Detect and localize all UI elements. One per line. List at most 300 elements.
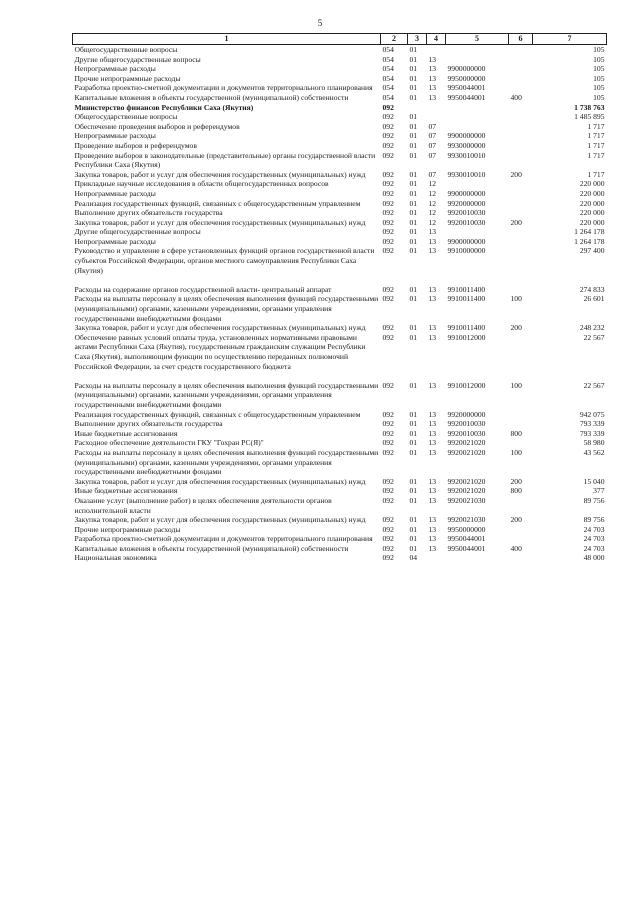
row-target-article bbox=[446, 103, 509, 113]
row-name: Расходы на выплаты персоналу в целях обеспечения выполнения функций государственными (муниципальными) органами, казенными учреждениями, органами управления государственными внебюджетными фондами bbox=[74, 294, 379, 323]
row-podrazdel: 12 bbox=[428, 217, 437, 227]
table-row bbox=[73, 553, 607, 563]
row-glava: 054 bbox=[382, 73, 394, 83]
row-razdel: 01 bbox=[409, 92, 418, 102]
row-amount: 1 717 bbox=[587, 169, 605, 179]
row-target-article: 9920010030 bbox=[447, 419, 486, 429]
row-expense-type bbox=[509, 45, 533, 55]
row-expense-type bbox=[509, 246, 533, 275]
row-target-article: 9910011400 bbox=[447, 294, 486, 304]
row-target-article: 9930010010 bbox=[447, 169, 486, 179]
row-glava: 092 bbox=[382, 188, 394, 198]
row-expense-type: 100 bbox=[510, 447, 522, 457]
row-razdel: 04 bbox=[409, 553, 418, 563]
row-glava: 092 bbox=[382, 486, 394, 496]
table-row bbox=[73, 419, 607, 429]
row-expense-type bbox=[509, 496, 533, 515]
row-amount: 220 000 bbox=[579, 217, 605, 227]
row-podrazdel: 13 bbox=[428, 543, 437, 553]
row-name: Реализация государственных функций, связанных с общегосударственным управлением bbox=[74, 409, 361, 419]
row-target-article: 9900000000 bbox=[447, 188, 486, 198]
row-amount: 105 bbox=[593, 45, 605, 54]
row-expense-type bbox=[509, 227, 533, 237]
row-glava: 092 bbox=[382, 534, 394, 544]
row-glava: 092 bbox=[382, 246, 394, 256]
row-glava: 092 bbox=[382, 131, 394, 141]
row-amount: 1 717 bbox=[587, 121, 605, 131]
row-razdel: 01 bbox=[409, 227, 418, 237]
row-name: Расходы на выплаты персоналу в целях обеспечения выполнения функций государственными (муниципальными) органами, казенными учреждениями, органами управления государственными внебюджетными фондами bbox=[74, 447, 379, 477]
row-glava: 092 bbox=[382, 217, 394, 227]
row-razdel: 01 bbox=[409, 169, 418, 179]
table-row bbox=[73, 141, 607, 151]
row-amount: 220 000 bbox=[579, 208, 605, 218]
row-razdel: 01 bbox=[409, 534, 418, 544]
row-expense-type: 200 bbox=[510, 323, 522, 333]
table-header bbox=[73, 34, 607, 45]
row-amount: 1 738 763 bbox=[574, 102, 605, 112]
row-glava: 092 bbox=[382, 140, 394, 150]
header-col-7: 7 bbox=[533, 34, 607, 45]
row-glava: 092 bbox=[382, 102, 394, 112]
row-glava: 092 bbox=[382, 332, 394, 342]
row-amount: 58 980 bbox=[583, 438, 605, 448]
row-target-article bbox=[446, 55, 509, 65]
row-amount: 89 756 bbox=[583, 495, 605, 505]
row-podrazdel: 13 bbox=[428, 515, 437, 525]
table-row bbox=[73, 544, 607, 554]
row-target-article: 9920010030 bbox=[447, 217, 486, 227]
row-expense-type: 200 bbox=[510, 476, 522, 486]
row-podrazdel bbox=[427, 103, 446, 113]
row-expense-type bbox=[509, 179, 533, 189]
row-name: Обеспечение проведения выборов и референдумов bbox=[74, 121, 240, 131]
table-row bbox=[73, 208, 607, 218]
row-podrazdel: 13 bbox=[428, 64, 437, 74]
row-razdel: 01 bbox=[409, 294, 418, 304]
row-name: Капитальные вложения в объекты государственной (муниципальной) собственности bbox=[74, 92, 349, 102]
row-razdel: 01 bbox=[409, 323, 418, 333]
row-expense-type bbox=[509, 534, 533, 544]
row-name: Проведение выборов и референдумов bbox=[74, 140, 197, 150]
row-expense-type bbox=[509, 83, 533, 93]
row-target-article: 9950044001 bbox=[447, 83, 486, 93]
row-glava: 092 bbox=[382, 121, 394, 131]
row-target-article: 9920021020 bbox=[447, 447, 486, 457]
row-podrazdel: 12 bbox=[428, 188, 437, 198]
row-expense-type bbox=[509, 419, 533, 429]
row-podrazdel: 13 bbox=[428, 476, 437, 486]
row-glava: 092 bbox=[382, 438, 394, 448]
row-expense-type: 100 bbox=[510, 380, 522, 390]
table-row bbox=[73, 323, 607, 333]
row-expense-type: 200 bbox=[510, 515, 522, 525]
row-podrazdel bbox=[427, 553, 446, 563]
row-podrazdel: 13 bbox=[428, 486, 437, 496]
row-razdel: 01 bbox=[409, 83, 418, 93]
row-spacer-cell bbox=[73, 275, 607, 285]
row-amount: 220 000 bbox=[579, 188, 605, 198]
row-expense-type: 200 bbox=[510, 217, 522, 227]
row-expense-type bbox=[509, 74, 533, 84]
row-podrazdel: 13 bbox=[428, 92, 437, 102]
row-spacer bbox=[73, 275, 607, 285]
row-target-article: 9920021020 bbox=[447, 486, 486, 496]
row-expense-type bbox=[509, 208, 533, 218]
header-col-4: 4 bbox=[427, 34, 446, 45]
row-expense-type bbox=[509, 333, 533, 371]
row-amount: 297 400 bbox=[579, 246, 605, 256]
row-target-article: 9920010030 bbox=[447, 208, 486, 218]
row-podrazdel: 13 bbox=[428, 83, 437, 93]
row-target-article bbox=[446, 122, 509, 132]
row-podrazdel: 13 bbox=[428, 246, 437, 256]
row-target-article bbox=[446, 227, 509, 237]
row-name: Закупка товаров, работ и услуг для обеспечения государственных (муниципальных) нужд bbox=[74, 476, 366, 486]
row-target-article: 9950044001 bbox=[447, 534, 486, 544]
row-name: Иные бюджетные ассигнования bbox=[74, 428, 178, 438]
row-name: Другие общегосударственные вопросы bbox=[74, 54, 201, 64]
row-target-article: 9900000000 bbox=[447, 64, 486, 74]
row-expense-type: 800 bbox=[510, 428, 522, 438]
row-target-article: 9930000000 bbox=[447, 140, 486, 150]
row-name: Иные бюджетные ассигнования bbox=[74, 486, 178, 496]
row-amount: 220 000 bbox=[579, 198, 605, 208]
table-row bbox=[73, 45, 607, 55]
table-row bbox=[73, 74, 607, 84]
row-podrazdel bbox=[427, 112, 446, 122]
row-podrazdel: 07 bbox=[428, 150, 437, 160]
row-target-article: 9920021020 bbox=[447, 476, 486, 486]
row-podrazdel: 13 bbox=[428, 495, 437, 505]
row-name: Общегосударственные вопросы bbox=[74, 45, 178, 54]
row-name: Другие общегосударственные вопросы bbox=[74, 227, 201, 237]
row-target-article: 9930010010 bbox=[447, 150, 486, 160]
row-razdel: 01 bbox=[409, 409, 418, 419]
table-row bbox=[73, 477, 607, 487]
row-podrazdel: 07 bbox=[428, 140, 437, 150]
row-target-article: 9910012000 bbox=[447, 380, 486, 390]
row-name: Прочие непрограммные расходы bbox=[74, 524, 181, 534]
row-amount: 24 703 bbox=[583, 524, 605, 534]
row-glava: 092 bbox=[382, 447, 394, 457]
row-glava: 092 bbox=[382, 284, 394, 294]
row-razdel: 01 bbox=[409, 515, 418, 525]
row-podrazdel: 13 bbox=[428, 524, 437, 534]
row-expense-type bbox=[509, 141, 533, 151]
row-amount: 15 040 bbox=[583, 476, 605, 486]
row-podrazdel: 13 bbox=[428, 409, 437, 419]
row-podrazdel: 12 bbox=[428, 208, 437, 218]
row-expense-type bbox=[509, 103, 533, 113]
row-razdel: 01 bbox=[409, 217, 418, 227]
table-row bbox=[73, 199, 607, 209]
header-col-5: 5 bbox=[446, 34, 509, 45]
table-row bbox=[73, 496, 607, 515]
row-expense-type: 100 bbox=[510, 294, 522, 304]
table-body bbox=[73, 45, 607, 564]
row-expense-type bbox=[509, 55, 533, 65]
table-row bbox=[73, 534, 607, 544]
row-expense-type bbox=[509, 122, 533, 132]
row-amount: 942 075 bbox=[579, 409, 605, 419]
row-target-article: 9950044001 bbox=[447, 92, 486, 102]
row-glava: 092 bbox=[382, 236, 394, 246]
row-razdel: 01 bbox=[409, 188, 418, 198]
row-podrazdel: 07 bbox=[428, 169, 437, 179]
row-expense-type bbox=[509, 64, 533, 74]
row-amount: 24 703 bbox=[583, 543, 605, 553]
row-name: Непрограммные расходы bbox=[74, 188, 156, 198]
row-razdel: 01 bbox=[409, 476, 418, 486]
row-glava: 054 bbox=[382, 64, 394, 74]
table-row bbox=[73, 112, 607, 122]
table-row bbox=[73, 93, 607, 103]
row-razdel: 01 bbox=[409, 121, 418, 131]
header-col-2: 2 bbox=[381, 34, 408, 45]
row-podrazdel: 12 bbox=[428, 198, 437, 208]
row-name: Закупка товаров, работ и услуг для обеспечения государственных (муниципальных) нужд bbox=[74, 217, 366, 227]
row-podrazdel: 12 bbox=[428, 179, 437, 189]
row-name: Министерство финансов Республики Саха (Якутия) bbox=[74, 102, 254, 112]
header-col-6: 6 bbox=[509, 34, 533, 45]
table-row bbox=[73, 486, 607, 496]
row-podrazdel: 13 bbox=[428, 73, 437, 83]
table-row bbox=[73, 285, 607, 295]
row-glava: 092 bbox=[382, 112, 394, 122]
row-target-article: 9920021020 bbox=[447, 438, 486, 448]
row-razdel: 01 bbox=[409, 246, 418, 256]
row-amount: 89 756 bbox=[583, 515, 605, 525]
row-razdel: 01 bbox=[409, 428, 418, 438]
row-target-article: 9910011400 bbox=[447, 284, 486, 294]
row-amount: 105 bbox=[593, 92, 605, 102]
row-spacer-cell bbox=[73, 371, 607, 381]
row-podrazdel: 13 bbox=[428, 294, 437, 304]
row-amount: 105 bbox=[593, 73, 605, 83]
table-row bbox=[73, 122, 607, 132]
row-expense-type bbox=[509, 410, 533, 420]
row-amount: 1 264 178 bbox=[574, 236, 605, 246]
table-row bbox=[73, 151, 607, 170]
row-expense-type bbox=[509, 553, 533, 563]
row-amount: 43 562 bbox=[583, 447, 605, 457]
row-razdel: 01 bbox=[409, 380, 418, 390]
row-name: Расходы на выплаты персоналу в целях обеспечения выполнения функций государственными (муниципальными) органами, казенными учреждениями, органами управления государственными внебюджетными фондами bbox=[74, 380, 379, 409]
row-glava: 092 bbox=[382, 419, 394, 429]
row-target-article: 9900000000 bbox=[447, 131, 486, 141]
row-expense-type bbox=[509, 525, 533, 535]
budget-table bbox=[72, 33, 607, 563]
row-razdel: 01 bbox=[409, 447, 418, 457]
row-target-article bbox=[446, 112, 509, 122]
row-podrazdel: 13 bbox=[428, 447, 437, 457]
row-glava: 092 bbox=[382, 169, 394, 179]
table-row bbox=[73, 246, 607, 275]
row-razdel: 01 bbox=[409, 73, 418, 83]
row-podrazdel: 13 bbox=[428, 419, 437, 429]
row-podrazdel: 13 bbox=[428, 428, 437, 438]
row-amount: 105 bbox=[593, 54, 605, 64]
table-row bbox=[73, 64, 607, 74]
row-glava: 092 bbox=[382, 380, 394, 390]
table-row bbox=[73, 83, 607, 93]
header-col-3: 3 bbox=[408, 34, 427, 45]
row-podrazdel: 13 bbox=[428, 380, 437, 390]
row-expense-type bbox=[509, 112, 533, 122]
row-glava: 092 bbox=[382, 543, 394, 553]
row-name: Непрограммные расходы bbox=[74, 64, 156, 74]
row-razdel: 01 bbox=[409, 208, 418, 218]
row-amount: 1 485 895 bbox=[574, 112, 605, 122]
row-expense-type: 200 bbox=[510, 169, 522, 179]
row-razdel: 01 bbox=[409, 140, 418, 150]
row-expense-type bbox=[509, 189, 533, 199]
row-glava: 092 bbox=[382, 553, 394, 563]
row-amount: 793 339 bbox=[579, 428, 605, 438]
table-row bbox=[73, 333, 607, 371]
row-amount: 1 717 bbox=[587, 140, 605, 150]
row-expense-type bbox=[509, 199, 533, 209]
row-expense-type: 400 bbox=[510, 92, 522, 102]
row-target-article: 9920000000 bbox=[447, 409, 486, 419]
row-name: Разработка проектно-сметной документации и документов территориального планирования bbox=[74, 83, 373, 93]
row-amount: 24 703 bbox=[583, 534, 605, 544]
row-target-article: 9950000000 bbox=[447, 524, 486, 534]
row-glava: 092 bbox=[382, 428, 394, 438]
row-razdel: 01 bbox=[409, 284, 418, 294]
row-razdel: 01 bbox=[409, 64, 418, 74]
row-amount: 793 339 bbox=[579, 419, 605, 429]
row-glava: 092 bbox=[382, 179, 394, 189]
row-glava: 092 bbox=[382, 524, 394, 534]
row-podrazdel: 07 bbox=[428, 121, 437, 131]
row-amount: 105 bbox=[593, 64, 605, 74]
row-razdel: 01 bbox=[409, 486, 418, 496]
row-glava: 092 bbox=[382, 323, 394, 333]
row-expense-type bbox=[509, 285, 533, 295]
page-number: 5 bbox=[317, 18, 323, 28]
row-name: Разработка проектно-сметной документации и документов территориального планирования bbox=[74, 534, 373, 544]
row-podrazdel: 13 bbox=[428, 534, 437, 544]
row-target-article bbox=[446, 553, 509, 563]
table-row bbox=[73, 515, 607, 525]
row-amount: 220 000 bbox=[579, 179, 605, 189]
table-row bbox=[73, 189, 607, 199]
row-name: Расходы на содержание органов государственной власти- центральный аппарат bbox=[74, 284, 332, 294]
row-razdel: 01 bbox=[409, 45, 418, 54]
table-row bbox=[73, 410, 607, 420]
row-name: Оказание услуг (выполнение работ) в целях обеспечения деятельности органов исполнительной власти bbox=[74, 495, 332, 515]
row-glava: 092 bbox=[382, 409, 394, 419]
row-expense-type bbox=[509, 151, 533, 170]
row-razdel: 01 bbox=[409, 524, 418, 534]
row-name: Закупка товаров, работ и услуг для обеспечения государственных (муниципальных) нужд bbox=[74, 515, 366, 525]
row-target-article: 9910012000 bbox=[447, 332, 486, 342]
row-name: Реализация государственных функций, связанных с общегосударственным управлением bbox=[74, 198, 361, 208]
row-target-article: 9950000000 bbox=[447, 73, 486, 83]
table-row bbox=[73, 170, 607, 180]
row-podrazdel: 13 bbox=[428, 284, 437, 294]
table-row bbox=[73, 429, 607, 439]
row-target-article: 9900000000 bbox=[447, 236, 486, 246]
row-glava: 054 bbox=[382, 45, 394, 54]
row-amount: 48 000 bbox=[583, 553, 605, 563]
row-razdel: 01 bbox=[409, 543, 418, 553]
header-col-1: 1 bbox=[73, 34, 381, 45]
row-podrazdel: 13 bbox=[428, 332, 437, 342]
row-podrazdel: 13 bbox=[428, 227, 437, 237]
table-row bbox=[73, 448, 607, 477]
row-glava: 092 bbox=[382, 515, 394, 525]
row-glava: 092 bbox=[382, 150, 394, 160]
row-razdel: 01 bbox=[409, 495, 418, 505]
row-name: Проведение выборов в законодательные (представительные) органы государственной власти Республики Саха (Якутия) bbox=[74, 150, 376, 170]
row-name: Национальная экономика bbox=[74, 553, 157, 563]
row-amount: 1 264 178 bbox=[574, 227, 605, 237]
row-name: Непрограммные расходы bbox=[74, 236, 156, 246]
row-podrazdel: 13 bbox=[428, 236, 437, 246]
row-name: Выполнение других обязательств государства bbox=[74, 419, 223, 429]
row-glava: 054 bbox=[382, 83, 394, 93]
row-expense-type: 800 bbox=[510, 486, 522, 496]
row-amount: 105 bbox=[593, 83, 605, 93]
header-row bbox=[73, 34, 607, 45]
row-razdel bbox=[408, 103, 427, 113]
row-razdel: 01 bbox=[409, 150, 418, 160]
table-row bbox=[73, 227, 607, 237]
row-target-article: 9910000000 bbox=[447, 246, 486, 256]
row-razdel: 01 bbox=[409, 236, 418, 246]
table-row bbox=[73, 103, 607, 113]
row-expense-type bbox=[509, 438, 533, 448]
row-target-article: 9920000000 bbox=[447, 198, 486, 208]
row-glava: 092 bbox=[382, 495, 394, 505]
row-razdel: 01 bbox=[409, 438, 418, 448]
row-podrazdel: 13 bbox=[428, 54, 437, 64]
table-row bbox=[73, 131, 607, 141]
row-name: Непрограммные расходы bbox=[74, 131, 156, 141]
row-target-article bbox=[446, 45, 509, 55]
table-row bbox=[73, 55, 607, 65]
row-razdel: 01 bbox=[409, 54, 418, 64]
row-razdel: 01 bbox=[409, 332, 418, 342]
row-amount: 22 567 bbox=[583, 380, 605, 390]
row-name: Выполнение других обязательств государства bbox=[74, 208, 223, 218]
row-glava: 092 bbox=[382, 198, 394, 208]
row-target-article: 9920021030 bbox=[447, 495, 486, 505]
row-target-article: 9910011400 bbox=[447, 323, 486, 333]
table-row bbox=[73, 381, 607, 410]
row-razdel: 01 bbox=[409, 112, 418, 122]
row-target-article: 9950044001 bbox=[447, 543, 486, 553]
table-row bbox=[73, 237, 607, 247]
row-podrazdel bbox=[427, 45, 446, 55]
row-spacer bbox=[73, 371, 607, 381]
row-glava: 092 bbox=[382, 294, 394, 304]
row-amount: 274 833 bbox=[579, 284, 605, 294]
row-expense-type bbox=[509, 237, 533, 247]
row-glava: 092 bbox=[382, 208, 394, 218]
row-podrazdel: 13 bbox=[428, 438, 437, 448]
row-amount: 26 601 bbox=[583, 294, 605, 304]
table-row bbox=[73, 438, 607, 448]
row-podrazdel: 13 bbox=[428, 323, 437, 333]
row-expense-type: 400 bbox=[510, 543, 522, 553]
row-name: Закупка товаров, работ и услуг для обеспечения государственных (муниципальных) нужд bbox=[74, 169, 366, 179]
table-row bbox=[73, 179, 607, 189]
row-amount: 22 567 bbox=[583, 332, 605, 342]
